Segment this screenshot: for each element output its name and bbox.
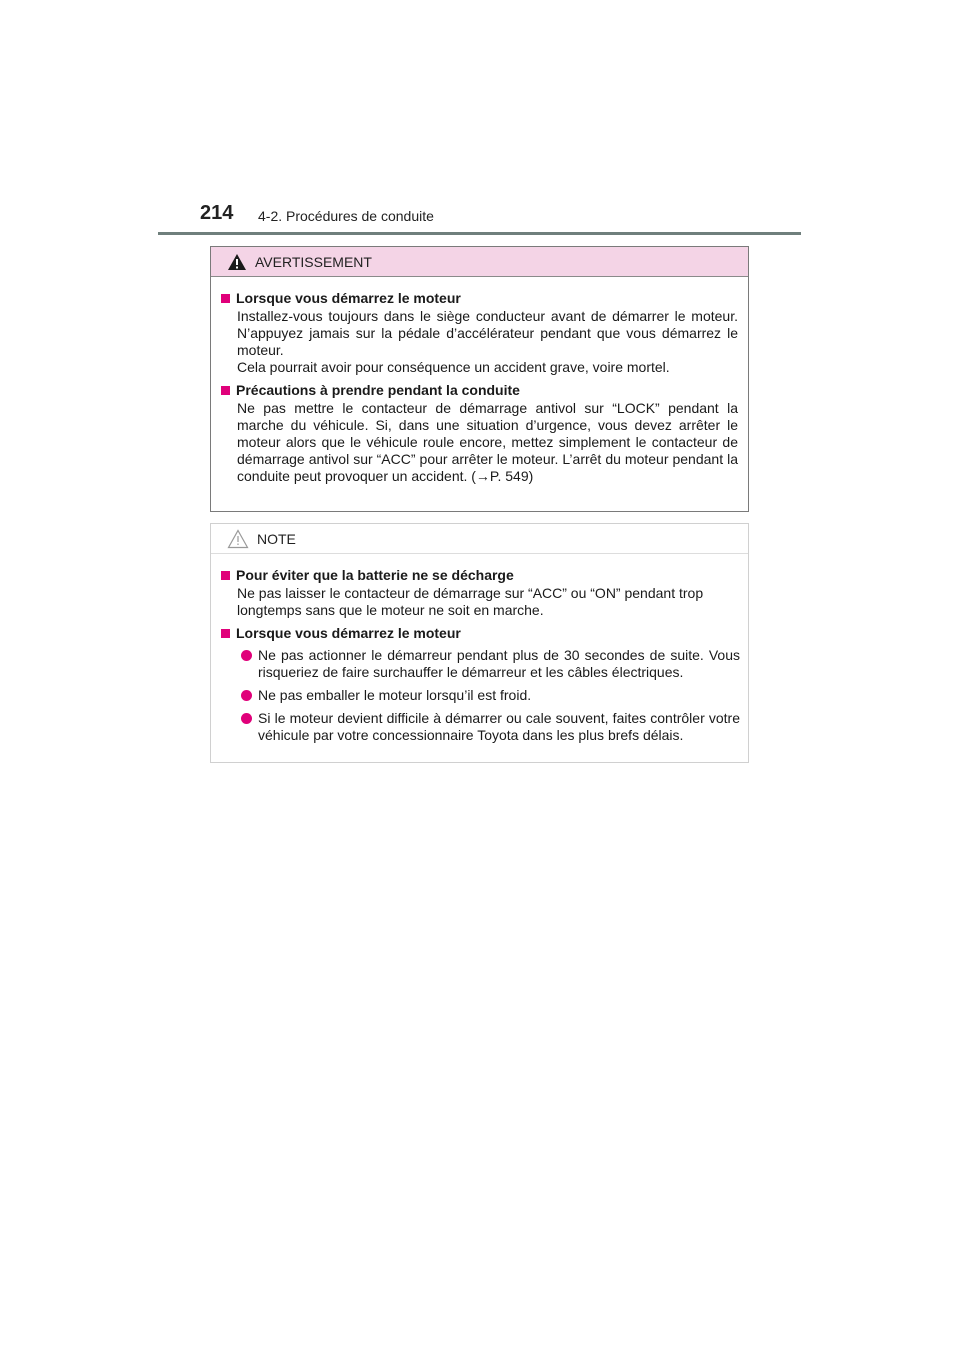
warning-box [210, 246, 749, 512]
note-box [210, 523, 749, 763]
page-number: 214 [200, 202, 234, 224]
section-title: 4-2. Procédures de conduite [258, 208, 434, 224]
note-header [211, 524, 748, 554]
note-label: NOTE [257, 530, 296, 547]
square-bullet-icon [221, 571, 230, 580]
circle-bullet-icon [241, 690, 252, 701]
note-heading-2: Lorsque vous démarrez le moteur [219, 624, 740, 643]
caution-triangle-outline-icon [227, 529, 249, 549]
list-item: Ne pas actionner le démarreur pendant plus de 30 secondes de suite. Vous risqueriez de faire surchauffer le démarreur et les câbles électriques. [219, 647, 740, 681]
header-rule [158, 232, 801, 235]
note-heading-1: Pour éviter que la batterie ne se décharge [219, 566, 740, 585]
warning-paragraph: Installez-vous toujours dans le siège conducteur avant de démarrer le moteur. N’appuyez jamais sur la pédale d’accélérateur pendant que vous démarrez le moteur. [237, 308, 738, 358]
warning-heading-2: Précautions à prendre pendant la conduite [219, 381, 740, 400]
warning-triangle-icon [227, 253, 247, 271]
circle-bullet-icon [241, 713, 252, 724]
warning-paragraph: Cela pourrait avoir pour conséquence un accident grave, voire mortel. [237, 359, 670, 375]
warning-header [211, 247, 748, 277]
warning-label: AVERTISSEMENT [255, 253, 372, 270]
list-item: Ne pas emballer le moteur lorsqu’il est froid. [219, 687, 740, 704]
note-paragraph: Ne pas laisser le contacteur de démarrage sur “ACC” ou “ON” pendant trop longtemps sans que le moteur ne soit en marche. [237, 585, 704, 618]
square-bullet-icon [221, 386, 230, 395]
warning-paragraph: Ne pas mettre le contacteur de démarrage antivol sur “LOCK” pendant la marche du véhicule. Si, dans une situation d’urgence, vous devez arrêter le moteur alors que le véhicule roule encore, mettez simplement le contacteur de démarrage antivol sur “ACC” pour arrêter le moteur. L’arrêt du moteur pendant la conduite peut provoquer un accident. (→P. 549) [237, 400, 738, 484]
circle-bullet-icon [241, 650, 252, 661]
square-bullet-icon [221, 294, 230, 303]
warning-heading-1: Lorsque vous démarrez le moteur [219, 289, 740, 308]
square-bullet-icon [221, 629, 230, 638]
list-item: Si le moteur devient difficile à démarrer ou cale souvent, faites contrôler votre véhicule par votre concessionnaire Toyota dans les plus brefs délais. [219, 710, 740, 744]
